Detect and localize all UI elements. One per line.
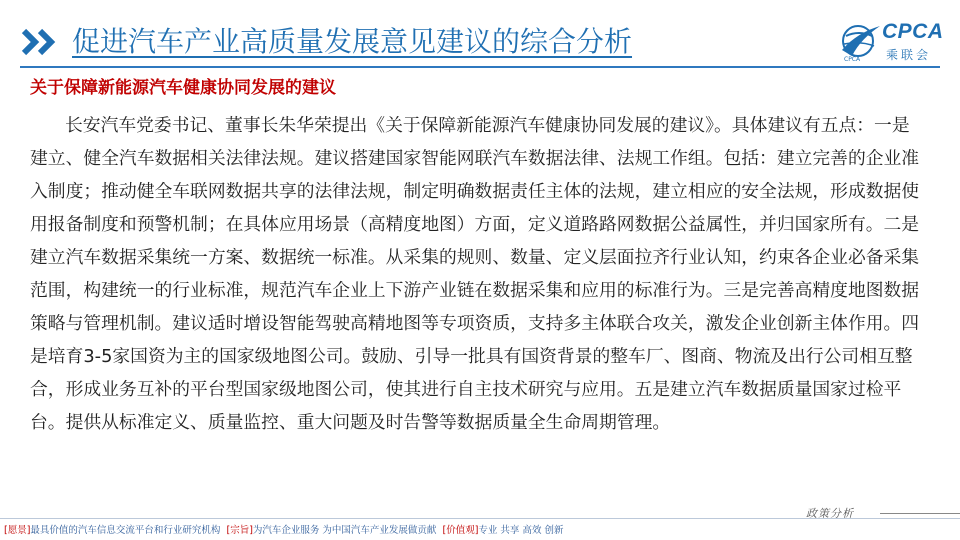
- double-chevron-right-icon: [20, 27, 62, 57]
- purpose-tag: [宗旨]: [226, 525, 253, 536]
- page-title: 促进汽车产业高质量发展意见建议的综合分析: [72, 25, 633, 58]
- purpose-text: 为汽车企业服务 为中国汽车产业发展做贡献: [252, 525, 437, 536]
- footer-section-label: 政策分析: [806, 507, 854, 520]
- vision-tag: [愿景]: [4, 525, 31, 536]
- section-heading: 关于保障新能源汽车健康协同发展的建议: [30, 78, 336, 98]
- title-divider: [20, 66, 940, 68]
- vision-text: 最具价值的汽车信息交流平台和行业研究机构: [30, 525, 221, 536]
- values-tag: [价值观]: [442, 525, 479, 536]
- logo-tiny-text: CPCA: [844, 56, 861, 63]
- section-body: 长安汽车党委书记、董事长朱华荣提出《关于保障新能源汽车健康协同发展的建议》。具体建议有五点：一是建立、健全汽车数据相关法律法规。建议搭建国家智能网联汽车数据法律、法规工作组。包括：建立完善的企业准入制度；推动健全车联网数据共享的法律法规，制定明确数据责任主体的法规，建立相应的安全法规，形成数据使用报备制度和预警机制；在具体应用场景（高精度地图）方面，定义道路路网数据公益属性，并归国家所有。二是建立汽车数据采集统一方案、数据统一标准。从采集的规则、数量、定义层面拉齐行业认知，约束各企业必备采集范围，构建统一的行业标准，规范汽车企业上下游产业链在数据采集和应用的标准行为。三是完善高精度地图数据策略与管理机制。建议适时增设智能驾驶高精地图等专项资质，支持多主体联合攻关，激发企业创新主体作用。四是培育3-5家国资为主的国家级地图公司。鼓励、引导一批具有国资背景的整车厂、图商、物流及出行公司相互整合，形成业务互补的平台型国家级地图公司，使其进行自主技术研究与应用。五是建立汽车数据质量国家过检平台。提供从标准定义、质量监控、重大问题及时告警等数据质量全生命周期管理。: [30, 115, 920, 433]
- footer-label-rule: [880, 513, 960, 514]
- values-text: 专业 共享 高效 创新: [478, 525, 564, 536]
- logo-subtitle: 乘联会: [886, 48, 932, 62]
- logo-wordmark: CPCA: [882, 20, 944, 43]
- footer-motto: [4, 522, 563, 536]
- cpca-logo: [838, 18, 946, 64]
